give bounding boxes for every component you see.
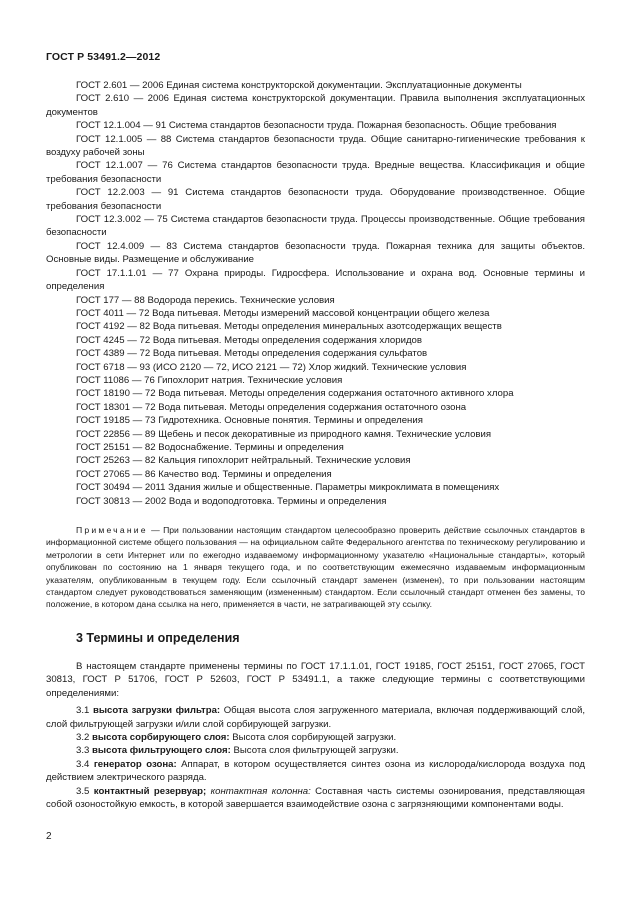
reference-item: ГОСТ 4389 — 72 Вода питьевая. Методы определения содержания сульфатов (76, 348, 428, 360)
term-definition (46, 758, 585, 785)
term-name: высота фильтрующего слоя: (92, 745, 231, 757)
term-definition (46, 744, 585, 757)
reference-item: ГОСТ 18301 — 72 Вода питьевая. Методы определения содержания остаточного озона (76, 401, 467, 413)
term-text: Общая высота слоя загруженного материала, включая поддерживающий слой, слой фильтрующей загрузки и/или слой сорбирующей загрузки. (46, 705, 586, 730)
reference-item: ГОСТ 30494 — 2011 Здания жилые и общественные. Параметры микроклимата в помещениях (76, 482, 500, 494)
reference-item: ГОСТ 11086 — 76 Гипохлорит натрия. Технические условия (76, 374, 343, 386)
term-alternative: контактная колонна: (206, 785, 311, 797)
reference-item: ГОСТ 17.1.1.01 — 77 Охрана природы. Гидросфера. Использование и охрана вод. Основные термины и определения (46, 267, 585, 293)
term-text: Составная часть системы озонирования, представляющая собой озоностойкую емкость, в которой завершается взаимодействие озона с загрязняющими компонентами воды. (46, 785, 586, 811)
term-definition (46, 731, 585, 744)
term-number: 3.5 (76, 785, 90, 797)
references-list (46, 79, 585, 508)
page-number: 2 (46, 831, 52, 842)
reference-item: ГОСТ 2.610 — 2006 Единая система конструкторской документации. Правила выполнения эксплуатационных документов (46, 93, 585, 118)
term-text: Аппарат, в котором осуществляется синтез озона из кислорода/кислорода воздуха под действием электрического разряда. (46, 758, 585, 784)
reference-item: ГОСТ 12.2.003 — 91 Система стандартов безопасности труда. Оборудование производственное. Общие требования безопасности (46, 187, 585, 212)
reference-item: ГОСТ 27065 — 86 Качество вод. Термины и определения (76, 468, 332, 480)
reference-item: ГОСТ 25263 — 82 Кальция гипохлорит нейтральный. Технические условия (76, 455, 411, 467)
section-intro: В настоящем стандарте применены термины по ГОСТ 17.1.1.01, ГОСТ 19185, ГОСТ 25151, ГОСТ 27065, ГОСТ 30813, ГОСТ Р 51706, ГОСТ Р 52603, ГОСТ Р 53491.1, а также следующие термины с соответствующими определениями: (46, 661, 585, 699)
reference-item: ГОСТ 19185 — 73 Гидротехника. Основные понятия. Термины и определения (76, 415, 423, 427)
reference-item: ГОСТ 18190 — 72 Вода питьевая. Методы определения содержания остаточного активного хлора (76, 388, 514, 400)
term-name: высота загрузки фильтра: (92, 705, 221, 717)
reference-item: ГОСТ 4011 — 72 Вода питьевая. Методы измерений массовой концентрации общего железа (76, 307, 490, 319)
reference-item: ГОСТ 22856 — 89 Щебень и песок декоративные из природного камня. Технические условия (76, 428, 492, 440)
note (46, 524, 585, 611)
note-label: Примечание (76, 525, 148, 535)
term-text: Высота слоя фильтрующей загрузки. (230, 745, 399, 757)
document-header: ГОСТ Р 53491.2—2012 (46, 51, 161, 63)
reference-item: ГОСТ 12.1.005 — 88 Система стандартов безопасности труда. Общие санитарно-гигиенические требования к воздуху рабочей зоны (46, 133, 585, 159)
term-name: контактный резервуар; (93, 785, 207, 797)
reference-item: ГОСТ 12.1.007 — 76 Система стандартов безопасности труда. Вредные вещества. Классификация и общие требования безопасности (46, 160, 585, 185)
terms-list (46, 704, 585, 811)
reference-item: ГОСТ 12.1.004 — 91 Система стандартов безопасности труда. Пожарная безопасность. Общие требования (76, 120, 557, 132)
reference-item: ГОСТ 25151 — 82 Водоснабжение. Термины и определения (76, 441, 344, 453)
reference-item: ГОСТ 30813 — 2002 Вода и водоподготовка. Термины и определения (76, 495, 387, 507)
term-number: 3.2 (76, 732, 90, 744)
term-number: 3.4 (76, 758, 90, 770)
term-number: 3.3 (76, 745, 90, 757)
reference-item: ГОСТ 2.601 — 2006 Единая система конструкторской документации. Эксплуатационные документы (76, 80, 522, 91)
note-text: — При пользовании настоящим стандартом целесообразно проверить действие ссылочных стандартов в информационной системе общего пользования — на официальном сайте Федерального агентства по техническому регулированию и метрологии в сети Интернет или по ежегодно издаваемому информационному указателю «Национальные стандарты», который опубликован по состоянию на 1 января текущего года, и по соответствующим ежемесячно издаваемым информационным указателям, опубликованным в текущем году. Если ссылочный стандарт заменен (изменен), то при пользовании настоящим стандартом следует руководствоваться заменяющим (измененным) стандартом. Если ссылочный стандарт отменен без замены, то положение, в котором дана ссылка на него, применяется в части, не затрагивающей эту ссылку. (46, 525, 585, 610)
term-text: Высота слоя сорбирующей загрузки. (229, 732, 397, 744)
reference-item: ГОСТ 4245 — 72 Вода питьевая. Методы определения содержания хлоридов (76, 334, 422, 346)
reference-item: ГОСТ 6718 — 93 (ИСО 2120 — 72, ИСО 2121 — 72) Хлор жидкий. Технические условия (76, 361, 467, 373)
term-name: высота сорбирующего слоя: (92, 732, 230, 744)
section-title: 3 Термины и определения (76, 631, 240, 645)
reference-item: ГОСТ 12.3.002 — 75 Система стандартов безопасности труда. Процессы производственные. Общие требования безопасности (46, 214, 585, 239)
reference-item: ГОСТ 4192 — 82 Вода питьевая. Методы определения минеральных азотсодержащих веществ (76, 321, 502, 333)
term-definition (46, 704, 585, 731)
term-name: генератор озона: (93, 758, 177, 770)
term-number: 3.1 (76, 705, 90, 717)
term-definition (46, 785, 585, 812)
reference-item: ГОСТ 177 — 88 Водорода перекись. Технические условия (76, 294, 335, 306)
section-body (46, 660, 585, 811)
reference-item: ГОСТ 12.4.009 — 83 Система стандартов безопасности труда. Пожарная техника для защиты объектов. Основные виды. Размещение и обслуживание (46, 240, 585, 266)
